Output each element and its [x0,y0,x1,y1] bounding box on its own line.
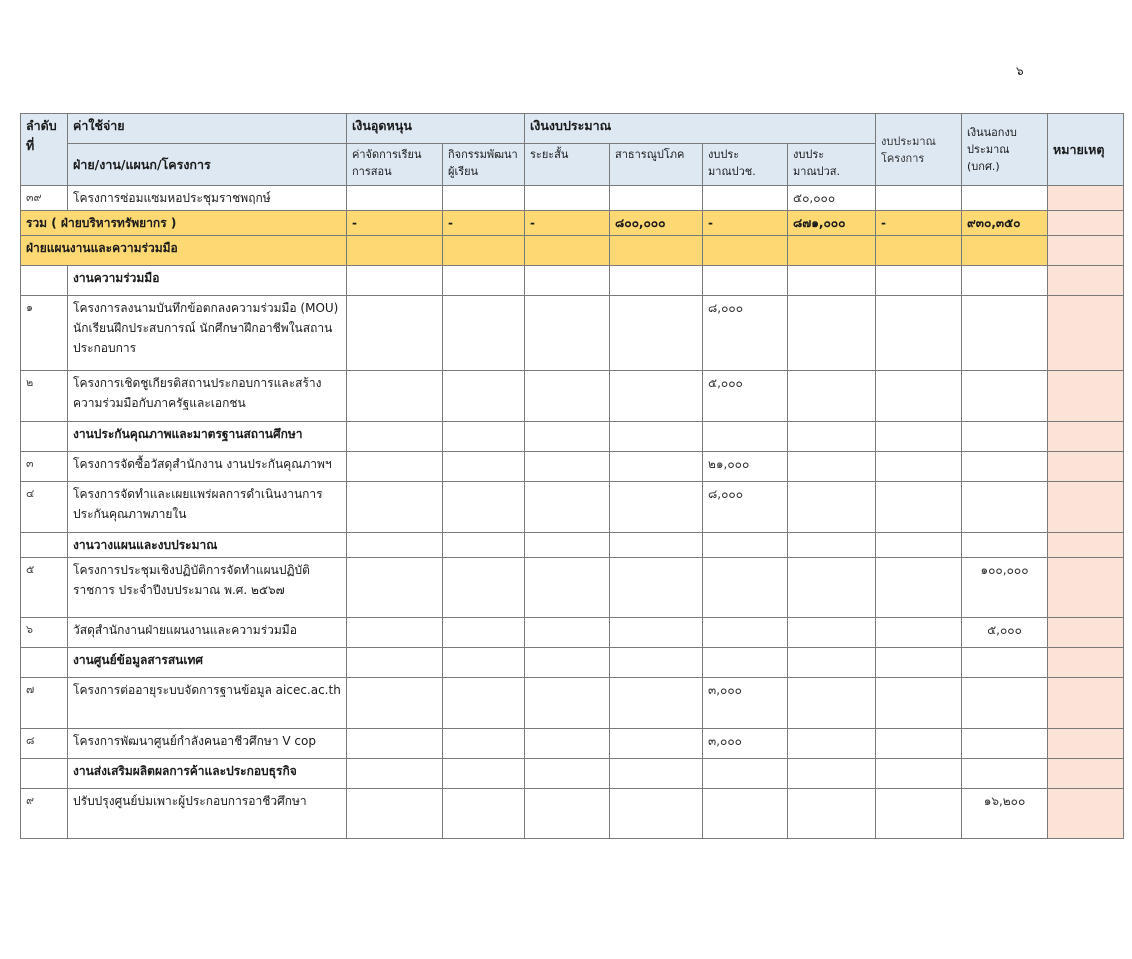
header-activity: กิจกรรมพัฒนาผู้เรียน [443,144,525,186]
table-row: ๗ โครงการต่ออายุระบบจัดการฐานข้อมูล aicec.ac.th ๓,๐๐๐ [21,678,1124,729]
section-row: งานความร่วมมือ [21,266,1124,296]
section-row: งานศูนย์ข้อมูลสารสนเทศ [21,648,1124,678]
header-utilities: สาธารณูปโภค [610,144,703,186]
total-label: รวม ( ฝ่ายบริหารทรัพยากร ) [21,211,347,236]
table-row: ๒ โครงการเชิดชูเกียรติสถานประกอบการและสร้างความร่วมมือกับภาครัฐและเอกชน ๕,๐๐๐ [21,371,1124,422]
row-name: โครงการซ่อมแซมหอประชุมราชพฤกษ์ [68,186,347,211]
header-department: ฝ่าย/งาน/แผนก/โครงการ [68,144,347,186]
table-row: ๕ โครงการประชุมเชิงปฏิบัติการจัดทำแผนปฏิบัติราชการ ประจำปีงบประมาณ พ.ศ. ๒๕๖๗ ๑๐๐,๐๐๐ [21,558,1124,618]
table-row: ๔ โครงการจัดทำและเผยแพร่ผลการดำเนินงานการประกันคุณภาพภายใน ๘,๐๐๐ [21,482,1124,533]
section-row: งานประกันคุณภาพและมาตรฐานสถานศึกษา [21,422,1124,452]
header-extra-budget: เงินนอกงบประมาณ (บกศ.) [962,114,1048,186]
table-row: ๘ โครงการพัฒนาศูนย์กำลังคนอาชีวศึกษา V cop ๓,๐๐๐ [21,729,1124,759]
header-no: ลำดับที่ [21,114,68,186]
table-row: ๓ โครงการจัดซื้อวัสดุสำนักงาน งานประกันคุณภาพฯ ๒๑,๐๐๐ [21,452,1124,482]
table-row: ๓๙ โครงการซ่อมแซมหอประชุมราชพฤกษ์ ๕๐,๐๐๐ [21,186,1124,211]
header-ovec: งบประมาณปวช. [703,144,788,186]
header-budget: เงินงบประมาณ [525,114,876,144]
header-project-budget: งบประมาณโครงการ [876,114,962,186]
page-number: ๖ [1016,64,1024,78]
total-row: รวม ( ฝ่ายบริหารทรัพยากร ) - - - ๘๐๐,๐๐๐ - ๘๗๑,๐๐๐ - ๙๓๐,๓๕๐ [21,211,1124,236]
header-remarks: หมายเหตุ [1048,114,1124,186]
section-row: งานส่งเสริมผลิตผลการค้าและประกอบธุรกิจ [21,759,1124,789]
header-subsidy: เงินอุดหนุน [347,114,525,144]
table-row: ๙ ปรับปรุงศูนย์บ่มเพาะผู้ประกอบการอาชีวศึกษา ๑๖,๒๐๐ [21,789,1124,839]
budget-table [20,113,1124,839]
header-short-term: ระยะสั้น [525,144,610,186]
table-row: ๑ โครงการลงนามบันทึกข้อตกลงความร่วมมือ (MOU) นักเรียนฝึกประสบการณ์ นักศึกษาฝึกอาชีพในสถานประกอบการ ๘,๐๐๐ [21,296,1124,371]
header-teaching: ค่าจัดการเรียนการสอน [347,144,443,186]
section-row: งานวางแผนและงบประมาณ [21,533,1124,558]
table-row: ๖ วัสดุสำนักงานฝ่ายแผนงานและความร่วมมือ ๕,๐๐๐ [21,618,1124,648]
header-hvec: งบประมาณปวส. [788,144,876,186]
department-label: ฝ่ายแผนงานและความร่วมมือ [21,236,347,266]
header-expense: ค่าใช้จ่าย [68,114,347,144]
department-row [21,236,1124,266]
